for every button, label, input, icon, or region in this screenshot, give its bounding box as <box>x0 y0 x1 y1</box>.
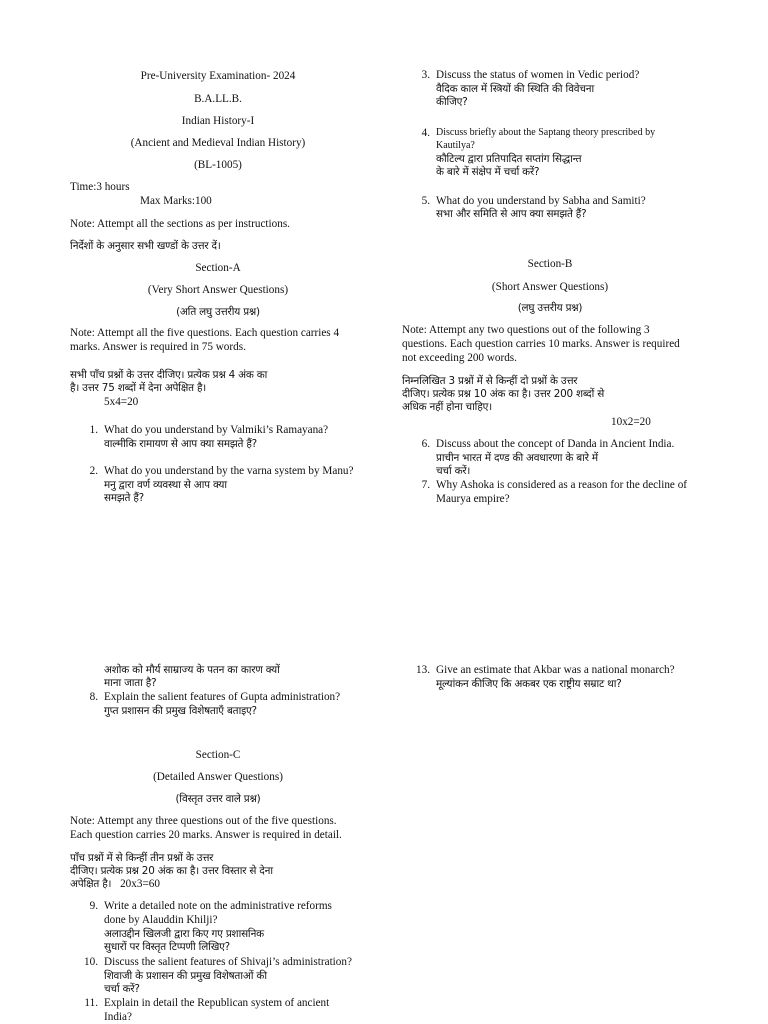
section-b-note-line3: not exceeding 200 words. <box>402 352 517 364</box>
question-text-hindi-line2: चर्चा करें। <box>436 465 471 477</box>
question-text-hindi-line1: कौटिल्य द्वारा प्रतिपादित सप्तांग सिद्धान्त <box>436 153 582 165</box>
question-text: What do you understand by Valmiki’s Ramayana? <box>104 424 329 436</box>
question-number: 5. <box>421 195 430 207</box>
general-note: Note: Attempt all the sections as per instructions. <box>70 218 290 230</box>
question-10 <box>70 956 380 996</box>
question-number: 6. <box>421 438 430 450</box>
section-b-marks: 10x2=20 <box>611 416 651 428</box>
question-7 <box>402 479 712 509</box>
section-b-note-line2: questions. Each question carries 10 marks. Answer is required <box>402 338 680 350</box>
question-text-hindi-line2: कीजिए? <box>436 96 468 108</box>
question-text-hindi-line1: वैदिक काल में स्त्रियों की स्थिति की विवेचना <box>436 83 595 95</box>
question-text-hindi-line1: प्राचीन भारत में दण्ड की अवधारणा के बारे में <box>436 452 598 464</box>
question-text: Discuss about the concept of Danda in Ancient India. <box>436 438 675 450</box>
section-c-title: Section-C <box>195 749 241 761</box>
section-b-subtitle: (Short Answer Questions) <box>491 281 609 293</box>
section-a-marks: 5x4=20 <box>104 396 139 408</box>
question-7-hindi-line1: अशोक को मौर्य साम्राज्य के पतन का कारण क्यों <box>104 664 280 676</box>
section-c-note-line1: Note: Attempt any three questions out of the five questions. <box>70 815 337 827</box>
question-number: 11. <box>84 997 98 1009</box>
question-number: 2. <box>89 465 98 477</box>
question-text: Discuss the status of women in Vedic period? <box>436 69 640 81</box>
section-c-subtitle: (Detailed Answer Questions) <box>153 771 283 783</box>
question-text-line2: India? <box>104 1011 132 1023</box>
section-b-title: Section-B <box>527 258 573 270</box>
question-5 <box>402 195 702 225</box>
section-b-note-hindi-line1: निम्नलिखित 3 प्रश्नों में से किन्हीं दो प्रश्नों के उत्तर <box>402 375 578 387</box>
question-text-line1: Discuss briefly about the Saptang theory prescribed by <box>436 127 656 138</box>
question-text-hindi-line2: के बारे में संक्षेप में चर्चा करें? <box>436 166 540 178</box>
section-c-note-hindi-line2: दीजिए। प्रत्येक प्रश्न 20 अंक का है। उत्तर विस्तार से देना <box>70 865 273 877</box>
question-8 <box>70 691 370 719</box>
question-text-hindi-line2: चर्चा करें? <box>104 983 140 995</box>
time-allowed: Time:3 hours <box>70 181 130 193</box>
question-text-hindi-line1: अलाउद्दीन खिलजी द्वारा किए गए प्रशासनिक <box>104 928 264 940</box>
question-text-line1: Write a detailed note on the administrative reforms <box>104 900 332 912</box>
section-c-note-hindi-line3: अपेक्षित है। <box>70 878 112 890</box>
question-3 <box>402 69 702 109</box>
section-c-note-hindi-line3-row <box>70 878 160 891</box>
question-text-line1: Explain in detail the Republican system of ancient <box>104 997 330 1009</box>
question-number: 13. <box>416 664 430 676</box>
question-text: What do you understand by the varna system by Manu? <box>104 465 354 477</box>
subject-subtitle: (Ancient and Medieval Indian History) <box>130 137 306 149</box>
section-b-note-hindi-line3: अधिक नहीं होना चाहिए। <box>402 401 492 413</box>
question-text-line2: done by Alauddin Khilji? <box>104 914 218 926</box>
question-number: 10. <box>84 956 98 968</box>
question-text-hindi: सभा और समिति से आप क्या समझते हैं? <box>436 208 587 220</box>
paper-code: (BL-1005) <box>194 159 242 171</box>
question-text-line1: Why Ashoka is considered as a reason for the decline of <box>436 479 688 491</box>
question-text-hindi: मूल्यांकन कीजिए कि अकबर एक राष्ट्रीय सम्राट था? <box>436 678 622 690</box>
question-text: Discuss the salient features of Shivaji’s administration? <box>104 956 352 968</box>
question-9 <box>70 900 370 954</box>
question-text-hindi-line1: शिवाजी के प्रशासन की प्रमुख विशेषताओं की <box>104 970 267 982</box>
question-2 <box>70 465 370 507</box>
question-number: 3. <box>421 69 430 81</box>
subject-name: Indian History-I <box>181 115 255 127</box>
section-c-subtitle-hindi: (विस्तृत उत्तर वाले प्रश्न) <box>175 793 261 805</box>
section-b-note-line1: Note: Attempt any two questions out of the following 3 <box>402 324 650 336</box>
question-number: 7. <box>421 479 430 491</box>
question-text-hindi-line1: मनु द्वारा वर्ण व्यवस्था से आप क्या <box>104 479 227 491</box>
question-text-line2: Kautilya? <box>436 140 475 151</box>
question-1 <box>70 424 370 454</box>
question-number: 8. <box>89 691 98 703</box>
question-11 <box>70 997 370 1024</box>
question-text-hindi-line2: सुधारों पर विस्तृत टिप्पणी लिखिए? <box>104 941 230 953</box>
question-text: Explain the salient features of Gupta administration? <box>104 691 341 703</box>
question-text: What do you understand by Sabha and Samiti? <box>436 195 646 207</box>
question-text: Give an estimate that Akbar was a national monarch? <box>436 664 675 676</box>
question-text-hindi: वाल्मीकि रामायण से आप क्या समझते हैं? <box>104 438 257 450</box>
section-a-title: Section-A <box>195 262 241 274</box>
question-number: 1. <box>89 424 98 436</box>
question-number: 4. <box>421 127 430 139</box>
section-c-note-line2: Each question carries 20 marks. Answer is required in detail. <box>70 829 342 841</box>
question-number: 9. <box>89 900 98 912</box>
question-6 <box>402 438 702 478</box>
question-text-line2: Maurya empire? <box>436 493 510 505</box>
question-13 <box>402 664 712 694</box>
question-text-hindi: गुप्त प्रशासन की प्रमुख विशेषताएँ बताइए? <box>104 705 257 717</box>
section-a-subtitle-hindi: (अति लघु उत्तरीय प्रश्न) <box>176 306 260 318</box>
exam-title: Pre-University Examination- 2024 <box>140 70 296 82</box>
section-a-subtitle: (Very Short Answer Questions) <box>147 284 289 296</box>
section-b-subtitle-hindi: (लघु उत्तरीय प्रश्न) <box>517 302 583 314</box>
general-note-hindi: निर्देशों के अनुसार सभी खण्डों के उत्तर दें। <box>70 240 221 252</box>
section-a-note-hindi-line1: सभी पाँच प्रश्नों के उत्तर दीजिए। प्रत्येक प्रश्न 4 अंक का <box>70 369 268 381</box>
section-a-note-hindi-line2: है। उत्तर 75 शब्दों में देना अपेक्षित है। <box>70 382 207 394</box>
section-c-note-hindi-line1: पाँच प्रश्नों में से किन्हीं तीन प्रश्नों के उत्तर <box>70 852 214 864</box>
max-marks: Max Marks:100 <box>140 195 212 207</box>
section-c-marks: 20x3=60 <box>120 878 160 890</box>
section-a-note-line1: Note: Attempt all the five questions. Each question carries 4 <box>70 327 340 339</box>
section-b-note-hindi-line2: दीजिए। प्रत्येक प्रश्न 10 अंक का है। उत्तर 200 शब्दों से <box>402 388 605 400</box>
section-a-note-line2: marks. Answer is required in 75 words. <box>70 341 246 353</box>
question-7-hindi-line2: माना जाता है? <box>104 677 157 689</box>
question-4 <box>402 127 702 181</box>
question-text-hindi-line2: समझते हैं? <box>104 492 144 504</box>
course-name: B.A.LL.B. <box>194 93 242 105</box>
